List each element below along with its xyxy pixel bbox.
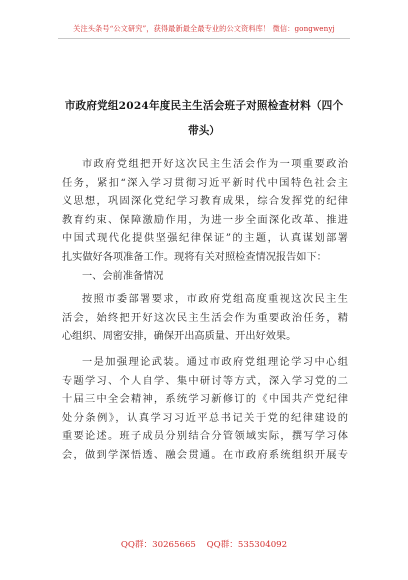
text-line: 心组织、周密安排，确保开出高质量、开出好效果。 [62, 331, 297, 343]
paragraph-theory [62, 354, 348, 466]
document-title-line-1: 市政府党组2024年度民主生活会班子对照检查材料（四个 [64, 100, 344, 112]
text-line: 十届三中全会精神，系统学习新修订的《中国共产党纪律 [62, 394, 348, 406]
paragraph-preparation [62, 291, 348, 347]
text-line: 活会，始终把开好这次民主生活会作为重要政治任务，精 [62, 312, 348, 324]
text-line: 任务，紧扣“深入学习贯彻习近平新时代中国特色社会主 [62, 177, 348, 189]
footer-qq-group-2: QQ群：535304092 [206, 540, 288, 550]
footer-qq-group-1: QQ群：30265665 [120, 540, 196, 550]
text-line: 中国式现代化提供坚强纪律保证”的主题，认真谋划部署 [62, 233, 348, 245]
text-line: 义思想，巩固深化党纪学习教育成果，综合发挥党的纪律 [62, 196, 348, 208]
text-line: 按照市委部署要求，市政府党组高度重视这次民主生 [82, 294, 348, 305]
text-line: 重要论述。班子成员分别结合分管领域实际，撰写学习体 [62, 431, 348, 443]
paragraph-intro [62, 156, 348, 268]
section-1-heading: 一、会前准备情况 [82, 271, 164, 282]
footer-contact [0, 538, 408, 550]
header-banner: 关注头条号“公文研究”，获得最新最全最专业的公文资料库！ 微信：gongwenyj [73, 24, 335, 33]
text-line: 教育约束、保障激励作用，为进一步全面深化改革、推进 [62, 214, 348, 226]
text-line: 处分条例》，认真学习习近平总书记关于党的纪律建设的 [62, 412, 348, 424]
section-heading [62, 268, 348, 287]
document-title-line-2: 带头） [188, 125, 220, 137]
header-divider [58, 38, 350, 39]
text-line: 扎实做好各项准备工作。现将有关对照检查情况报告如下： [62, 251, 327, 263]
text-line: 市政府党组把开好这次民主生活会作为一项重要政治 [82, 159, 348, 170]
text-line: 专题学习、个人自学、集中研讨等方式，深入学习党的二 [62, 375, 348, 387]
text-line: 一是加强理论武装。通过市政府党组理论学习中心组 [82, 357, 348, 368]
text-line: 会，做到学深悟透、融会贯通。在市政府系统组织开展专 [62, 449, 348, 461]
